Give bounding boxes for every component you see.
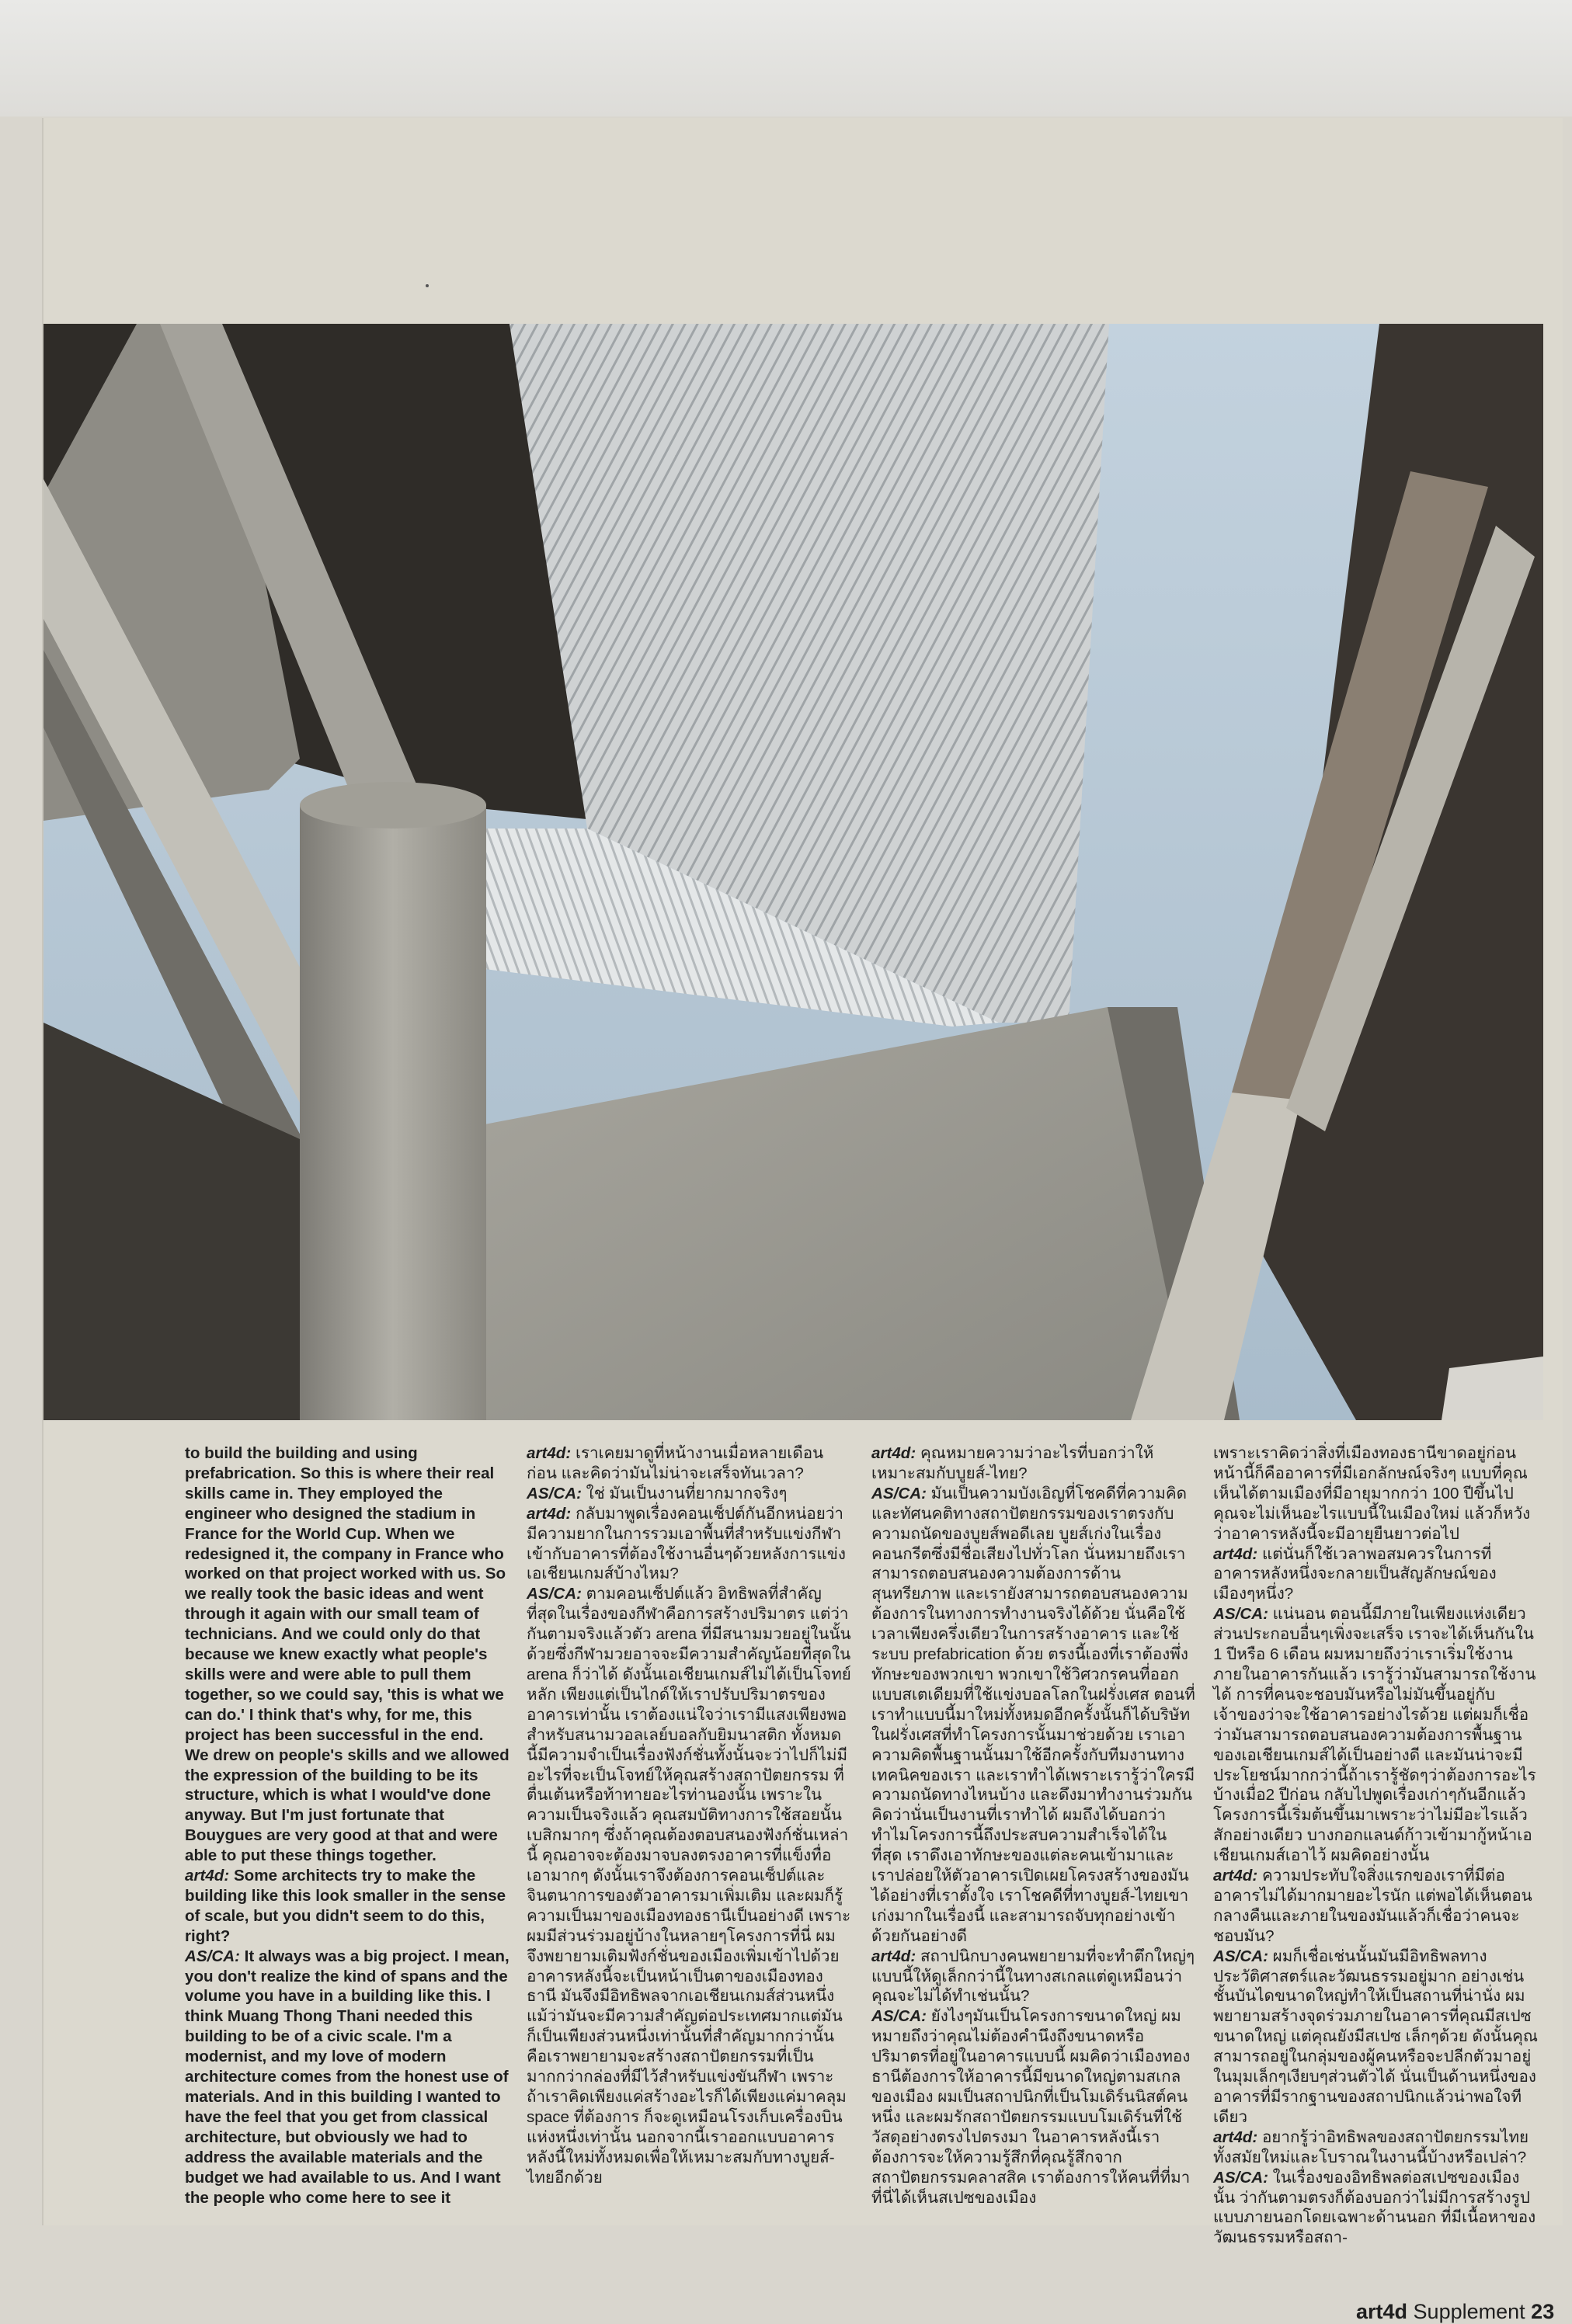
speaker-label: AS/CA: [527, 1585, 582, 1603]
section-label: Supplement [1413, 2300, 1525, 2323]
paragraph [1213, 1866, 1538, 1947]
paragraph [1213, 1947, 1538, 2128]
paragraph-text: แน่นอน ตอนนี้มีภายในเพียงแห่งเดียว ส่วนประกอบอื่นๆเพิ่งจะเสร็จ เราจะได้เห็นกันใน 1 ปีหรือ 6 เดือน ผมหมายถึงว่าเราเริ่มใช้งานภายในอาคารกันแล้ว เรารู้ว่ามันสามารถใช้งานได้ การที่คนจะชอบมันหรือไม่มันขึ้นอยู่กับเจ้าของว่าจะใช้อาคารอย่างไรด้วย แต่ผมก็เชื่อว่ามันสามารถตอบสนองความต้องการพื้นฐานของเอเชียนเกมส์ได้เป็นอย่างดี และมันน่าจะมีประโยชน์มากกว่านี้ถ้าเรารู้ชัดๆว่าต้องการอะไรบ้างเมื่อ2 ปีก่อน กลับไปพูดเรื่องเก่าๆกันอีกแล้วโครงการนี้เริ่มต้นขึ้นมาเพราะว่าไม่มีอะไรแล้วสักอย่างเดียว บางกอกแลนด์ก้าวเข้ามากู้หน้าเอเชียนเกมส์เอาไว้ ผมคิดอย่างนั้น [1213, 1605, 1536, 1865]
paragraph-text: แต่นั่นก็ใช้เวลาพอสมควรในการที่อาคารหลังหนึ่งจะกลายเป็นสัญลักษณ์ของเมืองๆหนึ่ง? [1213, 1544, 1497, 1603]
paragraph [1213, 1544, 1538, 1605]
speaker-label: AS/CA: [1213, 1605, 1268, 1624]
speaker-label: art4d: [871, 1444, 916, 1462]
speaker-label: AS/CA: [871, 2007, 927, 2026]
stadium-photo-illustration [43, 324, 1543, 1420]
page-speck [426, 284, 429, 287]
speaker-label: AS/CA: [1213, 2168, 1268, 2187]
speaker-label: AS/CA: [527, 1484, 582, 1502]
paragraph-text: กลับมาพูดเรื่องคอนเซ็ปต์กันอีกหน่อยว่ามีความยากในการรวมเอาพื้นที่สำหรับแข่งกีฬาเข้ากับอาคารที่ต้องใช้งานอื่นๆด้วยหลังการแข่งเอเชียนเกมส์บ้างไหม? [527, 1504, 846, 1583]
paragraph-text: ตามคอนเซ็ปต์แล้ว อิทธิพลที่สำคัญที่สุดในเรื่องของกีฬาคือการสร้างปริมาตร แต่ว่ากันตามจริงแล้วตัว arena ที่มีสนามมวยอยู่ในนั้นด้วยซึ่งกีฬามวยอาจจะมีความสำคัญน้อยที่สุดใน arena ก็ว่าได้ ดังนั้นเอเชียนเกมส์ไม่ได้เป็นโจทย์หลัก เพียงแต่เป็นไกด์ให้เราปรับปริมาตรของอาคารเท่านั้น เราต้องแน่ใจว่าเรามีแสงเพียงพอสำหรับสนามวอลเลย์บอลกับยิมนาสติก ทั้งหมดนี้มีความจำเป็นเรื่องฟังก์ชั่นทั้งนั้นจะว่าไปก็ไม่มีอะไรที่จะเป็นโจทย์ให้คุณสร้างสถาปัตยกรรม ที่ตื่นเต้นหรือท้าทายอะไรท่านองนั้น เพราะในความเป็นจริงแล้ว คุณสมบัติทางการใช้สอยนั้นเบสิกมากๆ ซึ่งถ้าคุณต้องตอบสนองฟังก์ชั่นเหล่านี้ คุณอาจจะต้องมาจบลงตรงอาคารที่แข็งทื่อเอามากๆ ดังนั้นเราจึงต้องการคอนเซ็ปต์และจินตนาการของตัวอาคารมาเพิ่มเติม และผมก็รู้ความเป็นมาของเมืองทองธานีเป็นอย่างดี เพราะผมมีส่วนร่วมอยู่บ้างในหลายๆโครงการที่นี่ ผมจึงพยายามเติมฟังก์ชั่นของเมืองเพิ่มเข้าไปด้วย อาคารหลังนี้จะเป็นหน้าเป็นตาของเมืองทองธานี มันจึงมีอิทธิพลจากเอเชียนเกมส์ส่วนหนึ่ง แม้ว่ามันจะมีความสำคัญต่อประเทศมากแต่มันก็เป็นเพียงส่วนหนึ่งเท่านั้นที่สำคัญมากกว่านั้นคือเราพยายามจะสร้างสถาปัตยกรรมที่เป็นมากกว่ากล่องที่มีไว้สำหรับแข่งขันกีฬา เพราะถ้าเราคิดเพียงแค่สร้างอะไรก็ได้เพียงแค่มาคลุม space ที่ต้องการ ก็จะดูเหมือนโรงเก็บเครื่องบินแห่งหนึ่งเท่านั้น นอกจากนี้เราออกแบบอาคารหลังนี้ใหม่ทั้งหมดเพื่อให้เหมาะสมกับทางบูยส์-ไทยอีกด้วย [527, 1585, 851, 2187]
paragraph [185, 1947, 510, 2208]
scan-background [0, 0, 1572, 116]
paragraph-text: มันเป็นความบังเอิญที่โชคดีที่ความคิดและทัศนคติทางสถาปัตยกรรมของเราตรงกับความถนัดของบูยส์พอดีเลย บูยส์เก่งในเรื่องคอนกรีตซึ่งมีชื่อเสียงไปทั่วโลก นั่นหมายถึงเราสามารถตอบสนองความต้องการด้านสุนทรียภาพ และเรายังสามารถตอบสนองความต้องการในทางการทำงานจริงได้ด้วย นั่นคือใช้เวลาเพียงครึ่งเดียวในการสร้างอาคาร และใช้ระบบ prefabrication ด้วย ตรงนี้เองที่เราต้องพึ่งทักษะของพวกเขา พวกเขาใช้วิศวกรคนที่ออกแบบสเตเดียมที่ใช้แข่งบอลโลกในฝรั่งเศส ตอนที่เราทำแบบนี้มาใหม่ทั้งหมดอีกครั้งนั้นก็ได้บริษัทในฝรั่งเศสที่ทำโครงการนั้นมาช่วยด้วย เราเอาความคิดพื้นฐานนั้นมาใช้อีกครั้งกับทีมงานทางเทคนิคของเรา และเราทำได้เพราะเรารู้ว่าใครมีความถนัดทางไหนบ้าง และดึงมาทำงานร่วมกัน คิดว่านั่นเป็นงานที่เราทำได้ ผมถึงได้บอกว่าทำไมโครงการนี้ถึงประสบความสำเร็จได้ในที่สุด เราดึงเอาทักษะของแต่ละคนเข้ามาและเราปล่อยให้ตัวอาคารเปิดเผยโครงสร้างของมันได้อย่างที่เราตั้งใจ เราโชคดีที่ทางบูยส์-ไทยเขาเก่งมากในเรื่องนี้ และสามารถจับทุกอย่างเข้าด้วยกันอย่างดี [871, 1484, 1195, 1945]
paragraph [871, 1484, 1196, 1947]
paragraph-text: เพราะเราคิดว่าสิ่งที่เมืองทองธานีขาดอยู่ก่อนหน้านี้ก็คืออาคารที่มีเอกลักษณ์จริงๆ แบบที่คุณเห็นได้ตามเมืองที่มีอายุมากกว่า 100 ปีขึ้นไป คุณจะไม่เห็นอะไรแบบนี้ในเมืองใหม่ แล้วก็หวังว่าอาคารหลังนี้จะมีอายุยืนยาวต่อไป [1213, 1444, 1531, 1543]
article-column-2 [527, 1443, 851, 2208]
paragraph [527, 1584, 851, 2187]
paragraph [527, 1484, 851, 1504]
paragraph-text: ยังไงๆมันเป็นโครงการขนาดใหญ่ ผมหมายถึงว่าคุณไม่ต้องคำนึงถึงขนาดหรือปริมาตรที่อยู่ในอาคารแบบนี้ ผมคิดว่าเมืองทองธานีต้องการให้อาคารนี้มีขนาดใหญ่ตามสเกลของเมือง ผมเป็นสถาปนิกที่เป็นโมเดิร์นนิสต์คนหนึ่ง และผมรักสถาปัตยกรรมแบบโมเดิร์นที่ใช้วัสดุอย่างตรงไปตรงมา ในอาคารหลังนี้เราต้องการจะให้ความรู้สึกที่คุณรู้สึกจากสถาปัตยกรรมคลาสสิค เราต้องการให้คนที่ที่มาที่นี่ได้เห็นสเปซของเมือง [871, 2007, 1191, 2207]
paragraph [527, 1504, 851, 1585]
paragraph [1213, 1443, 1538, 1544]
article-column-1 [185, 1443, 510, 2208]
paragraph-text: to build the building and using prefabrication. So this is where their real skills came in. They employed the engineer who designed the stadium in France for the World Cup. When we redesigned it, the company in France who worked on that project worked with us. So we really took the basic ideas and went through it again with our small team of technicians. And we could only do that because we knew exactly what people's skills were and were able to pull them together, so we could say, 'this is what we can do.' I think that's why, for me, this project has been successful in the end. We drew on people's skills and we allowed the expression of the building to be its structure, which is what I would've done anyway. But I'm just fortunate that Bouygues are very good at that and were able to put these things together. [185, 1444, 510, 1865]
speaker-label: art4d: [1213, 1544, 1258, 1563]
paragraph-text: ความประทับใจสิ่งแรกของเราที่มีต่ออาคารไม่ได้มากมายอะไรนัก แต่พอได้เห็นตอนกลางคืนและภายในของมันแล้วก็เชื่อว่าคนจะชอบมัน? [1213, 1867, 1532, 1945]
paragraph [871, 1947, 1196, 2007]
speaker-label: AS/CA: [185, 1947, 240, 1965]
paragraph [1213, 2128, 1538, 2168]
paragraph-text: ผมก็เชื่อเช่นนั้นมันมีอิทธิพลทางประวัติศาสตร์และวัฒนธรรมอยู่มาก อย่างเช่นชั้นบันไดขนาดใหญ่ทำให้เป็นสถานที่น่านั่ง ผมพยายามสร้างจุดร่วมภายในอาคารที่คุณมีสเปซขนาดใหญ่ แต่คุณยังมีสเปซ เล็กๆด้วย ดังนั้นคุณสามารถอยู่ในกลุ่มของผู้คนหรือจะปลีกตัวมาอยู่ในมุมเล็กๆเงียบๆส่วนตัวได้ นั่นเป็นด้านหนึ่งของอาคารที่มีรากฐานของสถาปนิกแล้วน่าพอใจทีเดียว [1213, 1947, 1538, 2126]
page-footer [1356, 2300, 1554, 2324]
speaker-label: art4d: [185, 1867, 230, 1885]
paragraph-text: ในเรื่องของอิทธิพลต่อสเปซของเมืองนั้น ว่ากันตามตรงก็ต้องบอกว่าไม่มีการสร้างรูปแบบภายนอกโดยเฉพาะด้านนอก ที่มีเนื้อหาของวัฒนธรรมหรือสถา- [1213, 2168, 1536, 2247]
speaker-label: art4d: [1213, 2128, 1258, 2146]
speaker-label: art4d: [527, 1504, 572, 1523]
paragraph-text: สถาปนิกบางคนพยายามที่จะทำตึกใหญ่ๆแบบนี้ให้ดูเล็กกว่านี้ในทางสเกลแต่ดูเหมือนว่าคุณจะไม่ได้ทำเช่นนั้น? [871, 1947, 1195, 2006]
speaker-label: art4d: [527, 1444, 572, 1462]
architecture-photo [43, 324, 1543, 1420]
article-column-4 [1213, 1443, 1538, 2247]
magazine-page [43, 118, 1563, 2323]
paragraph-text: ใช่ มันเป็นงานที่ยากมากจริงๆ [581, 1484, 788, 1502]
speaker-label: art4d: [1213, 1867, 1258, 1885]
paragraph [871, 2006, 1196, 2208]
paragraph [185, 1866, 510, 1947]
article-column-3 [871, 1443, 1196, 2208]
paragraph [1213, 2168, 1538, 2249]
speaker-label: AS/CA: [1213, 1947, 1268, 1965]
paragraph-text: อยากรู้ว่าอิทธิพลของสถาปัตยกรรมไทยทั้งสมัยใหม่และโบราณในงานนี้บ้างหรือเปล่า? [1213, 2128, 1529, 2166]
paragraph [871, 1443, 1196, 1484]
paragraph-text: คุณหมายความว่าอะไรที่บอกว่าให้เหมาะสมกับบูยส์-ไทย? [871, 1444, 1154, 1482]
paragraph [1213, 1604, 1538, 1866]
speaker-label: art4d: [871, 1947, 916, 1965]
speaker-label: AS/CA: [871, 1484, 927, 1502]
magazine-brand: art4d [1356, 2300, 1408, 2323]
paragraph-text: Some architects try to make the building like this look smaller in the sense of scale, but you didn't seem to do this, right? [185, 1867, 506, 1945]
paragraph-text: เราเคยมาดูที่หน้างานเมื่อหลายเดือนก่อน และคิดว่ามันไม่น่าจะเสร็จทันเวลา? [527, 1444, 824, 1482]
paragraph-text: It always was a big project. I mean, you don't realize the kind of spans and the volume you have in a building like this. I think Muang Thong Thani needed this building to be of a civic scale. I'm a modernist, and my love of modern architecture comes from the honest use of materials. And in this building I wanted to have the feel that you get from classical architecture, but obviously we had to address the available materials and the budget we had available to us. And I want the people who come here to see it [185, 1947, 510, 2207]
page-number: 23 [1531, 2300, 1555, 2323]
paragraph [185, 1443, 510, 1866]
paragraph [527, 1443, 851, 1484]
